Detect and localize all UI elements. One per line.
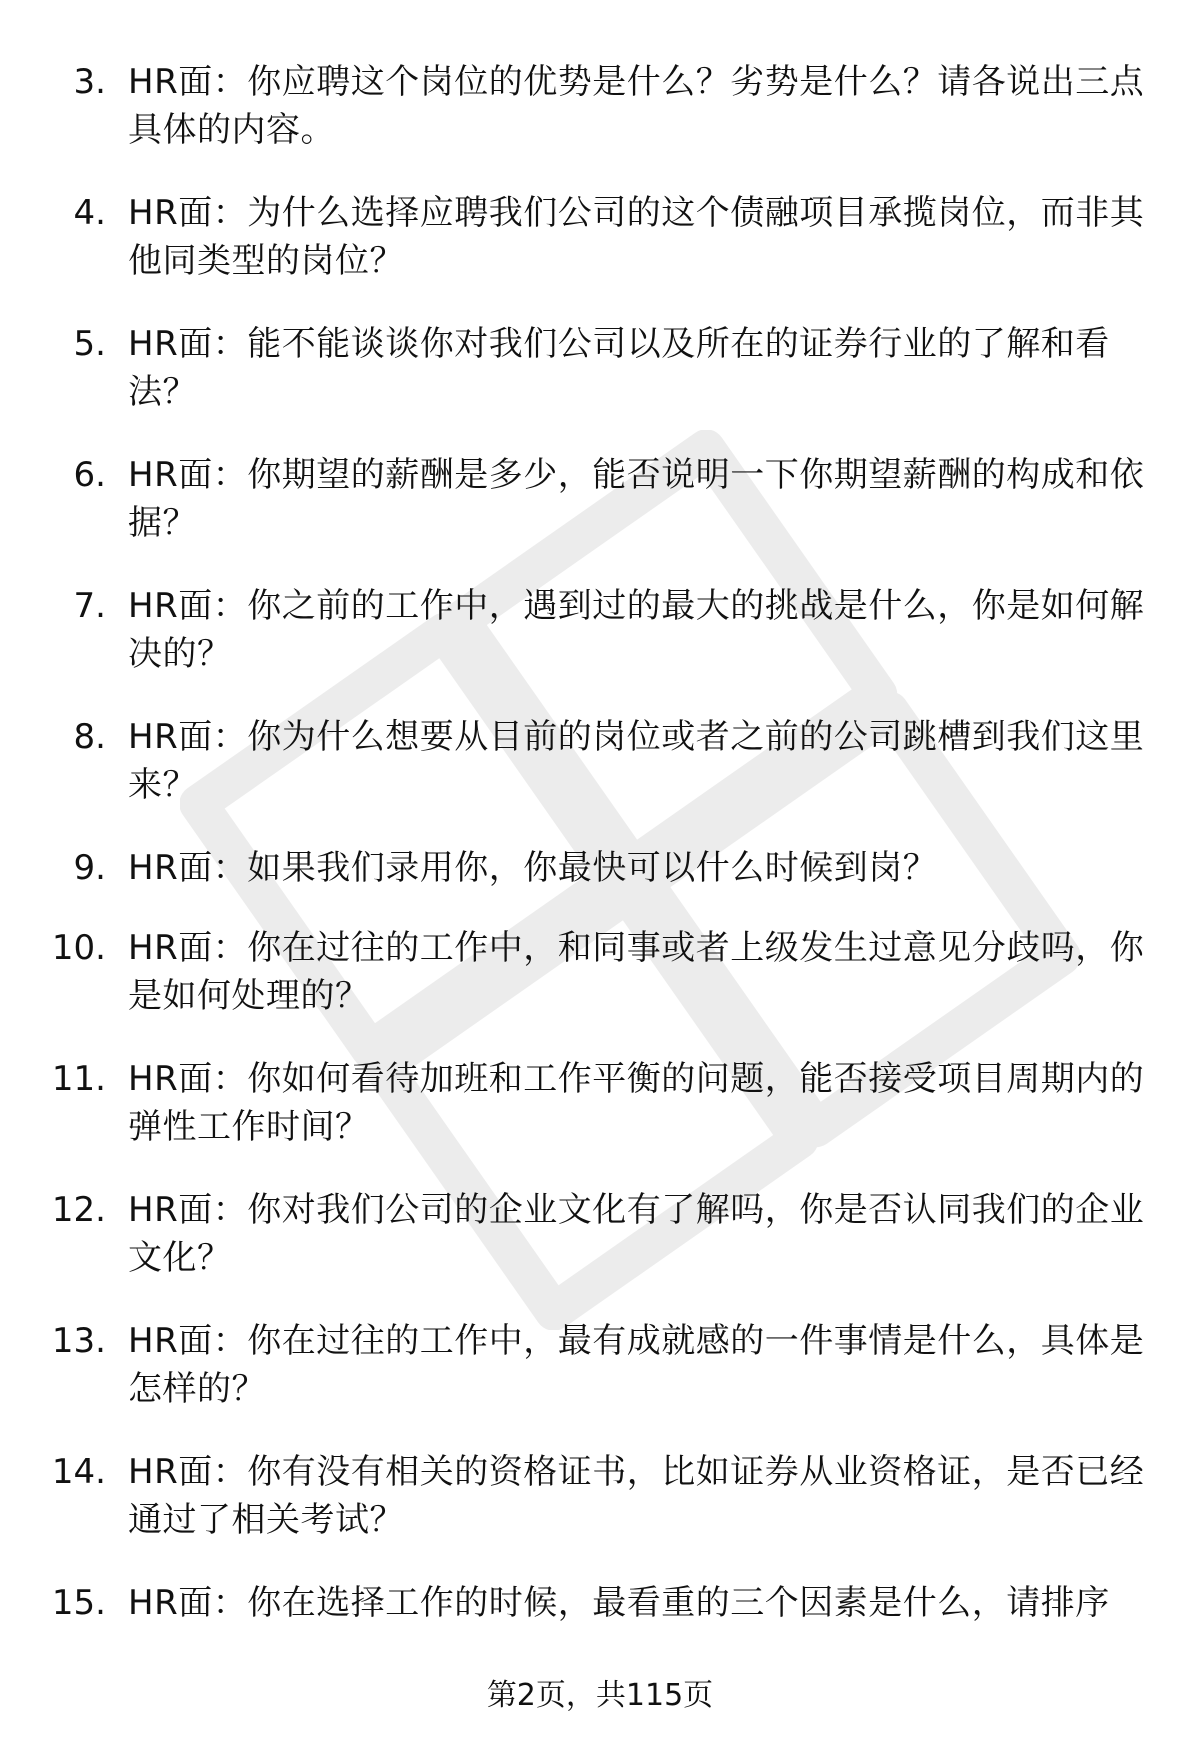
list-item: [0, 451, 1200, 582]
item-number: 12.: [51, 1190, 106, 1230]
item-number: 11.: [51, 1059, 106, 1099]
list-item: [0, 1186, 1200, 1317]
question-text: HR面：你期望的薪酬是多少，能否说明一下你期望薪酬的构成和依据？: [128, 455, 1145, 543]
list-item: [0, 1579, 1200, 1639]
question-text: HR面：你应聘这个岗位的优势是什么？劣势是什么？请各说出三点具体的内容。: [128, 62, 1145, 150]
list-item: [0, 582, 1200, 713]
question-text: HR面：你如何看待加班和工作平衡的问题，能否接受项目周期内的弹性工作时间？: [128, 1059, 1145, 1147]
list-item: [0, 58, 1200, 189]
item-number: 9.: [73, 848, 106, 888]
list-item: [0, 1448, 1200, 1579]
question-text: HR面：你对我们公司的企业文化有了解吗，你是否认同我们的企业文化？: [128, 1190, 1145, 1278]
page-number-footer: 第2页，共115页: [486, 1678, 714, 1713]
list-item: [0, 713, 1200, 844]
question-text: HR面：能不能谈谈你对我们公司以及所在的证券行业的了解和看法？: [128, 324, 1110, 412]
item-number: 8.: [73, 717, 106, 757]
item-number: 14.: [51, 1452, 106, 1492]
item-number: 5.: [73, 324, 106, 364]
question-text: HR面：你之前的工作中，遇到过的最大的挑战是什么，你是如何解决的？: [128, 586, 1145, 674]
question-text: HR面：如果我们录用你，你最快可以什么时候到岗？: [128, 848, 938, 888]
question-text: HR面：你有没有相关的资格证书，比如证券从业资格证，是否已经通过了相关考试？: [128, 1452, 1145, 1540]
question-text: HR面：你为什么想要从目前的岗位或者之前的公司跳槽到我们这里来？: [128, 717, 1145, 805]
item-number: 15.: [51, 1583, 106, 1623]
list-item: [0, 1317, 1200, 1448]
question-text: HR面：为什么选择应聘我们公司的这个债融项目承揽岗位，而非其他同类型的岗位？: [128, 193, 1145, 281]
item-number: 13.: [51, 1321, 106, 1361]
list-item: [0, 924, 1200, 1055]
list-item: [0, 320, 1200, 451]
item-number: 7.: [73, 586, 106, 626]
item-number: 3.: [73, 62, 106, 102]
item-number: 6.: [73, 455, 106, 495]
question-text: HR面：你在过往的工作中，和同事或者上级发生过意见分歧吗，你是如何处理的？: [128, 928, 1145, 1016]
list-item: [0, 844, 1200, 924]
list-item: [0, 1055, 1200, 1186]
list-item: [0, 189, 1200, 320]
question-list: [0, 58, 1200, 1639]
question-text: HR面：你在选择工作的时候，最看重的三个因素是什么，请排序: [128, 1583, 1110, 1623]
item-number: 10.: [51, 928, 106, 968]
item-number: 4.: [73, 193, 106, 233]
question-text: HR面：你在过往的工作中，最有成就感的一件事情是什么，具体是怎样的？: [128, 1321, 1145, 1409]
